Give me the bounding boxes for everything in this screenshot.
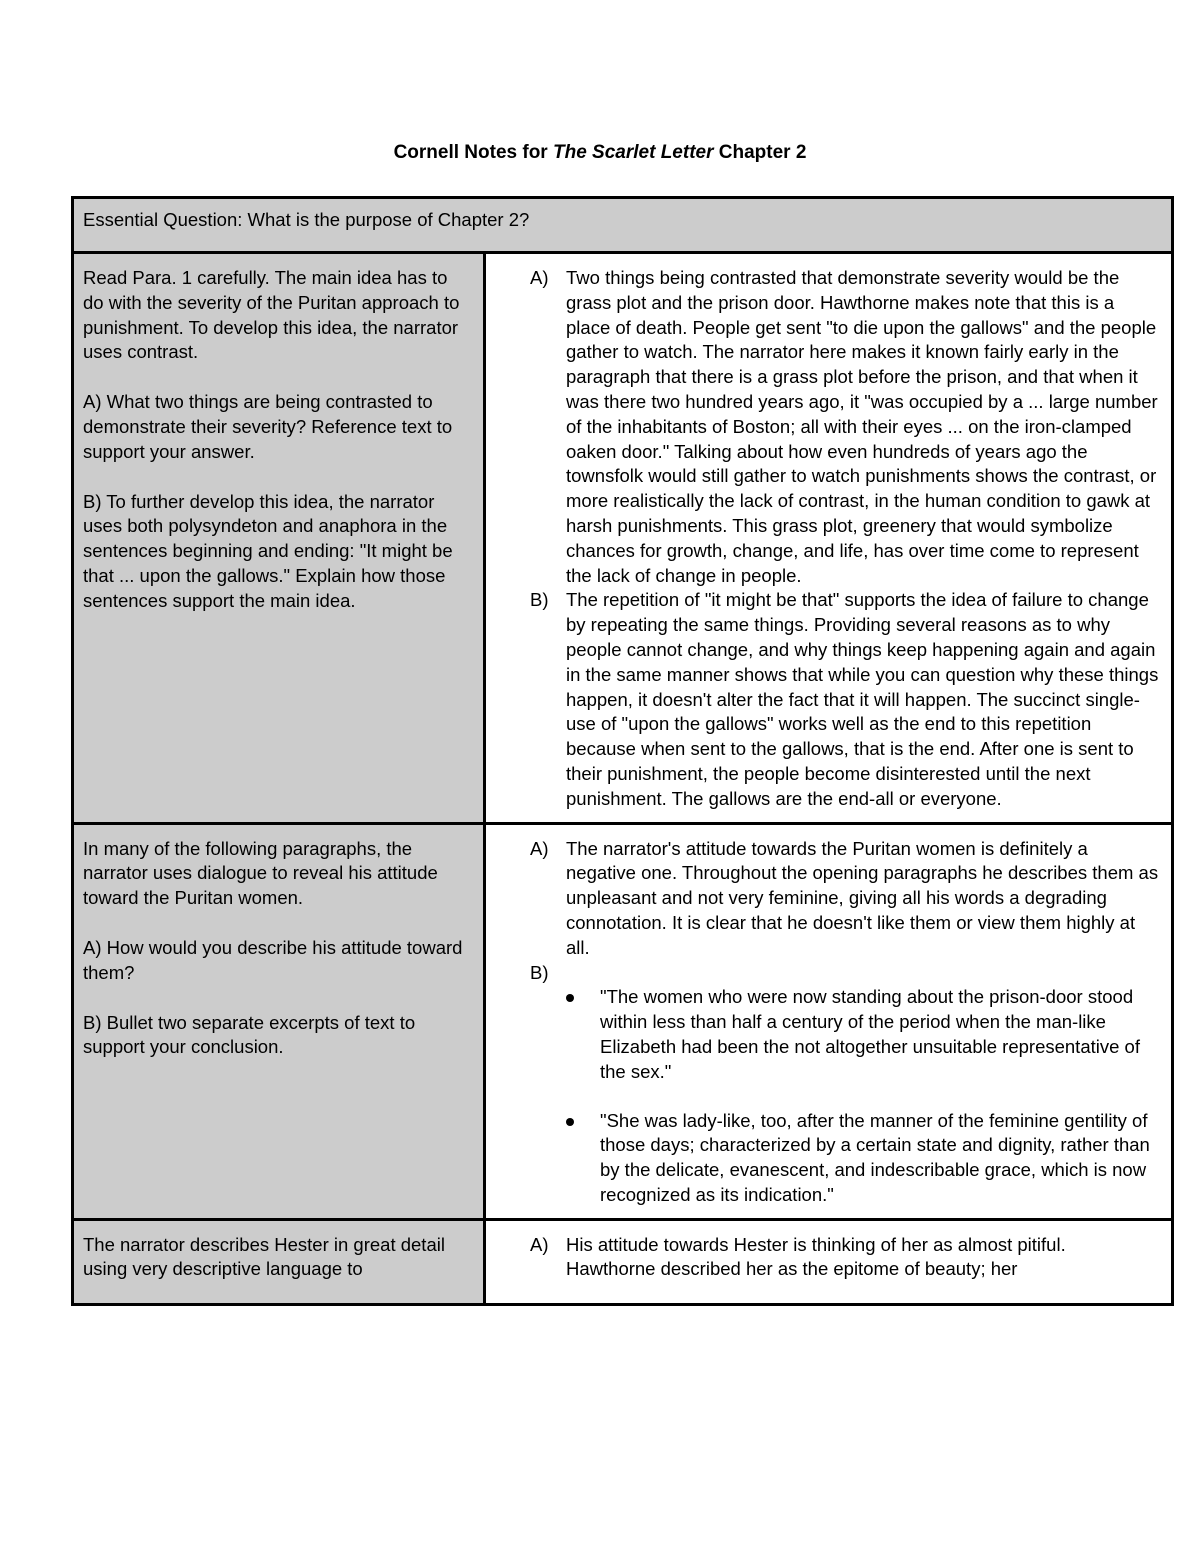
question-cell-1 (73, 253, 485, 824)
answer-item-b (530, 961, 1159, 986)
answer-text: Two things being contrasted that demonstrate severity would be the grass plot and the prison door. Hawthorne makes note that this is a place of death. People get sent "to die upon the gallows" and the people gather to watch. The narrator here makes it known fairly early in the paragraph that there is a grass plot before the prison, and that when it was there two hundred years ago, it "was occupied by a ... large number of the inhabitants of Boston; all with their eyes ... on the iron-clamped oaken door." Talking about how even hundreds of years ago the townsfolk would still gather to watch punishments shows the contrast, or more realistically the lack of contrast, in the human condition to gawk at harsh punishments. This grass plot, greenery that would symbolize chances for growth, change, and life, has over time come to represent the lack of change in people. (566, 267, 1158, 586)
answer-label: A) (530, 1233, 549, 1255)
excerpt-bullet (600, 1109, 1159, 1208)
answer-text: The narrator's attitude towards the Puritan women is definitely a negative one. Throughout the opening paragraphs he describes them as unpleasant and not very feminine, giving all his words a degrading connotation. It is clear that he doesn't like them or view them highly at all. (566, 837, 1159, 958)
answer-label: A) (530, 267, 549, 288)
excerpt-text: "She was lady-like, too, after the manner of the feminine gentility of those days; characterized by a certain state and dignity, rather than by the delicate, evanescent, and indescribable grace, which is now recognized as its indication." (600, 1109, 1150, 1205)
essential-question: Essential Question: What is the purpose of Chapter 2? (73, 198, 1173, 253)
question-paragraph: In many of the following paragraphs, the narrator uses dialogue to reveal his attitude toward the Puritan women. (83, 837, 438, 909)
question-cell-2 (73, 823, 485, 1219)
answer-cell-2 (485, 823, 1173, 1219)
answer-cell-3 (485, 1219, 1173, 1304)
bullet-dot-icon (566, 1118, 574, 1126)
essential-question-row (73, 198, 1173, 253)
bullet-dot-icon (566, 994, 574, 1002)
page-title (0, 142, 1200, 164)
notes-row-3 (73, 1219, 1173, 1304)
answer-text: The repetition of "it might be that" supports the idea of failure to change by repeating the same things. Providing several reasons as to why people cannot change, and why things keep happening again and again in the same manner shows that while you can question why these things happen, it doesn't alter the fact that it will happen. The succinct single-use of "upon the gallows" works well as the end to this repetition because when sent to the gallows, that is the end. After one is sent to their punishment, the people become disinterested until the next punishment. The gallows are the end-all or everyone. (566, 589, 1159, 809)
question-paragraph: Read Para. 1 carefully. The main idea has to do with the severity of the Puritan approach to punishment. To develop this idea, the narrator uses contrast. (83, 267, 460, 363)
answer-cell-1 (485, 253, 1173, 824)
answer-item-a (530, 266, 1159, 588)
question-cell-3: The narrator describes Hester in great detail using very descriptive language to (73, 1219, 485, 1304)
title-book-name: The Scarlet Letter (552, 142, 714, 163)
answer-item-b (530, 588, 1159, 811)
answer-item-a (530, 837, 1159, 961)
notes-row-1 (73, 253, 1173, 824)
question-paragraph: A) How would you describe his attitude toward them? (83, 936, 463, 983)
excerpt-text: "The women who were now standing about the prison-door stood within less than half a century of the period when the man-like Elizabeth had been the not altogether unsuitable representative of the sex." (600, 986, 1140, 1082)
answer-label: A) (530, 837, 549, 859)
answer-label: B) (530, 961, 549, 983)
title-suffix: Chapter 2 (713, 142, 807, 163)
excerpt-bullet (600, 985, 1159, 1084)
excerpt-bullet-list (530, 985, 1159, 1207)
title-prefix: Cornell Notes for (393, 142, 553, 163)
answer-label: B) (530, 589, 549, 611)
cornell-notes-table (71, 196, 1174, 1306)
notes-row-2 (73, 823, 1173, 1219)
question-paragraph: B) To further develop this idea, the narrator uses both polysyndeton and anaphora in the sentences beginning and ending: "It might be that ... upon the gallows." Explain how those sentences support the main idea. (83, 490, 453, 611)
answer-text: His attitude towards Hester is thinking of her as almost pitiful. Hawthorne described her as the epitome of beauty; her (566, 1233, 1066, 1280)
question-paragraph: A) What two things are being contrasted to demonstrate their severity? Reference text to support your answer. (83, 391, 453, 462)
question-paragraph: B) Bullet two separate excerpts of text to support your conclusion. (83, 1011, 416, 1058)
answer-item-a (530, 1233, 1159, 1283)
